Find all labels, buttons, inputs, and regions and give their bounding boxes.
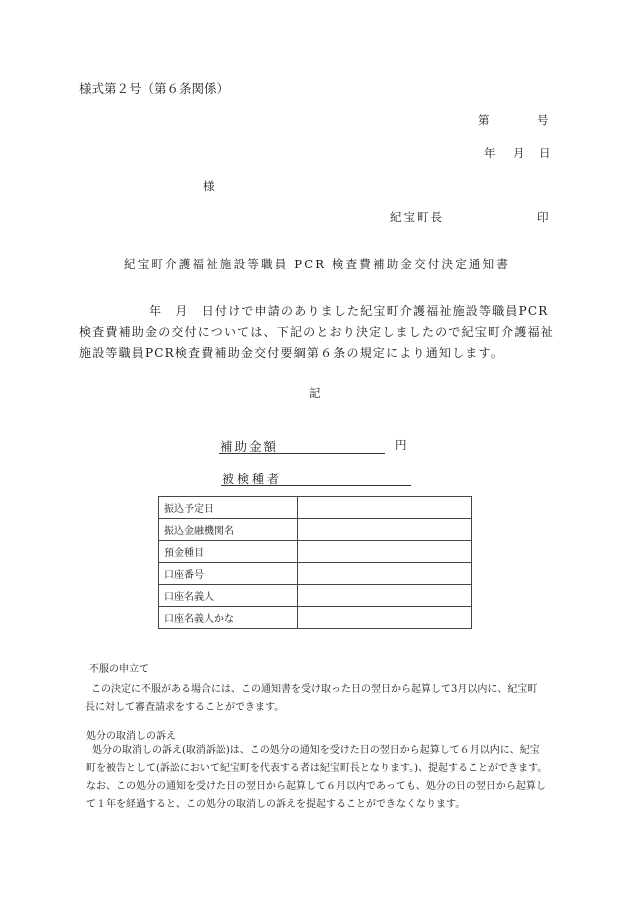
table-row (159, 541, 472, 563)
document-title: 紀宝町介護福祉施設等職員 PCR 検査費補助金交付決定通知書 (124, 257, 511, 271)
row-value (298, 541, 472, 563)
row-label: 口座名義人 (159, 585, 298, 607)
examinee-label: 被検種者 (222, 472, 283, 486)
row-value (298, 607, 472, 629)
body-line: 年 月 日付けで申請のありました紀宝町介護福祉施設等職員PCR (149, 304, 549, 318)
revocation-text (86, 742, 547, 814)
row-label: 預金種目 (159, 541, 298, 563)
issuer-title: 紀宝町長 (390, 210, 444, 224)
examinee-underline (221, 485, 411, 486)
amount-unit: 円 (395, 438, 407, 452)
date-day: 日 (539, 146, 551, 160)
revocation-heading: 処分の取消しの訴え (86, 731, 176, 742)
objection-text (85, 681, 538, 717)
date-year: 年 (484, 146, 496, 160)
revocation-line: 処分の取消しの訴え(取消訴訟)は、この処分の通知を受けた日の翌日から起算して６月以内に、紀宝 (92, 745, 540, 756)
issuer-seal: 印 (537, 210, 549, 224)
row-value (298, 563, 472, 585)
revocation-line: て１年を経過すると、この処分の取消しの訴えを提起することができなくなります。 (86, 799, 466, 810)
revocation-line: 町を被告として(訴訟において紀宝町を代表する者は紀宝町長となります。)、提起することができます。 (86, 763, 548, 774)
table-row (159, 585, 472, 607)
ki-label: 記 (309, 386, 321, 400)
date-month: 月 (513, 146, 525, 160)
objection-heading: 不服の申立て (89, 664, 149, 675)
table-row (159, 563, 472, 585)
row-label: 振込金融機関名 (159, 519, 298, 541)
row-value (298, 497, 472, 519)
amount-label: 補助金額 (220, 439, 279, 454)
doc-number-prefix: 第 (478, 113, 490, 127)
objection-line: 長に対して審査請求をすることができます。 (85, 702, 285, 713)
row-label: 口座番号 (159, 563, 298, 585)
addressee-suffix: 様 (203, 179, 215, 193)
table-row (159, 497, 472, 519)
amount-underline (219, 453, 385, 454)
bank-info-table (158, 496, 472, 629)
form-number: 様式第２号（第６条関係） (79, 81, 230, 96)
row-label: 口座名義人かな (159, 607, 298, 629)
objection-line: この決定に不服がある場合には、この通知書を受け取った日の翌日から起算して3月以内に、紀宝町 (91, 684, 538, 695)
body-line: 施設等職員PCR検査費補助金交付要綱第６条の規定により通知します。 (79, 346, 504, 360)
row-value (298, 585, 472, 607)
doc-number-suffix: 号 (537, 113, 549, 127)
body-paragraph (79, 301, 554, 364)
row-label: 振込予定日 (159, 497, 298, 519)
table-row (159, 519, 472, 541)
table-row (159, 607, 472, 629)
body-line: 検査費補助金の交付については、下記のとおり決定しましたので紀宝町介護福祉 (79, 325, 554, 339)
revocation-line: なお、この処分の通知を受けた日の翌日から起算して６月以内であっても、処分の日の翌日から起算し (86, 781, 546, 792)
row-value (298, 519, 472, 541)
